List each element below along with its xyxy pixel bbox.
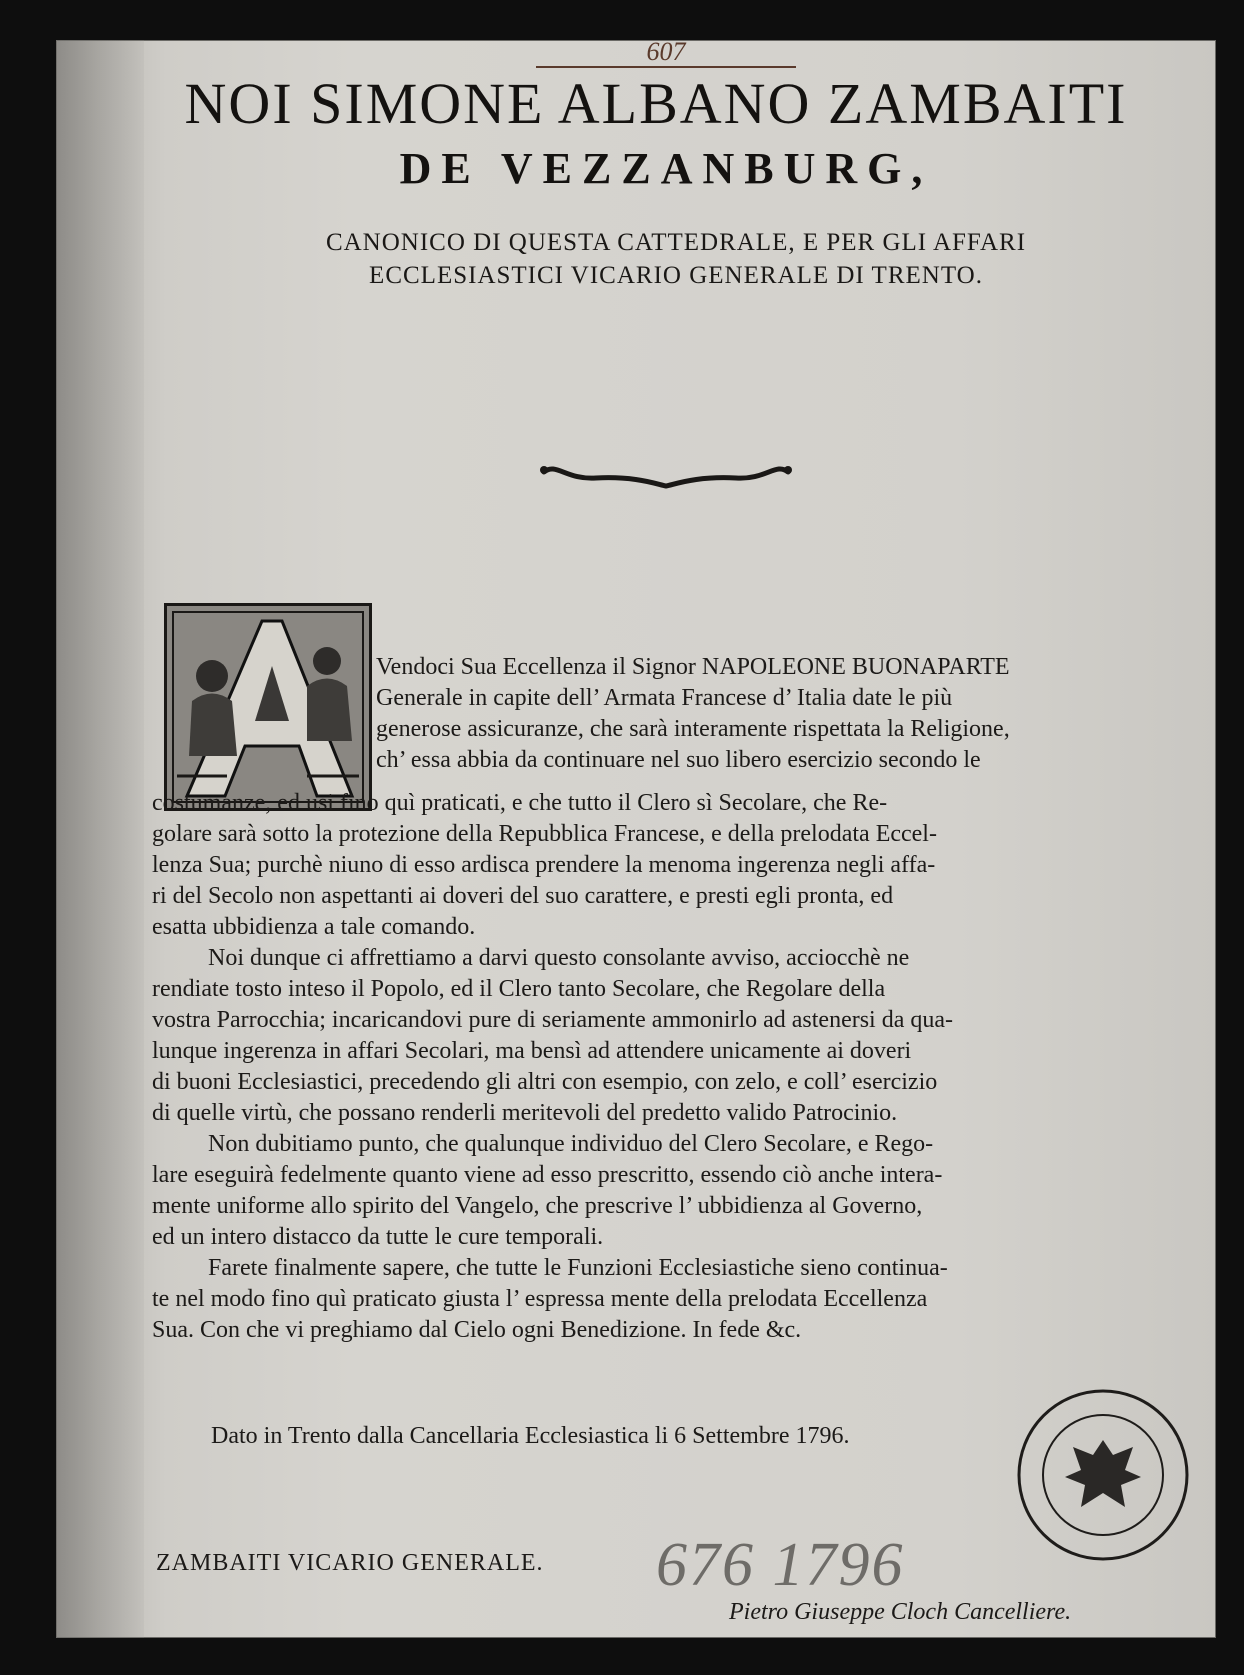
paragraph-3-line: ed un intero distacco da tutte le cure temporali. xyxy=(152,1224,604,1250)
initial-a-woodcut xyxy=(167,606,369,808)
paragraph-2-line: Noi dunque ci affrettiamo a darvi questo consolante avviso, acciocchè ne xyxy=(208,945,910,971)
paragraph-3-line: lare eseguirà fedelmente quanto viene ad esso prescritto, essendo ciò anche intera- xyxy=(152,1162,943,1188)
paper-edge-shadow xyxy=(56,40,144,1638)
chancellor-signature: Pietro Giuseppe Cloch Cancelliere. xyxy=(729,1599,1072,1625)
paragraph-2-line: di buoni Ecclesiastici, precedendo gli altri con esempio, con zelo, e coll’ esercizio xyxy=(152,1069,938,1095)
paragraph-1-line: golare sarà sotto la protezione della Repubblica Francese, e della prelodata Eccel- xyxy=(152,821,937,847)
decorated-initial-a xyxy=(164,603,372,811)
intro-line: generose assicuranze, che sarà interamente rispettata la Religione, xyxy=(376,716,1010,742)
title-line-2: DE VEZZANBURG, xyxy=(399,144,933,193)
paragraph-2-line: vostra Parrocchia; incaricandovi pure di seriamente ammonirlo ad astenersi da qua- xyxy=(152,1007,954,1033)
paragraph-2-line: rendiate tosto inteso il Popolo, ed il Clero tanto Secolare, che Regolare della xyxy=(152,976,886,1002)
pencil-archive-number: 676 1796 xyxy=(656,1531,905,1599)
paragraph-4-line: te nel modo fino quì praticato giusta l’ espressa mente della prelodata Eccellenza xyxy=(152,1286,928,1312)
paragraph-3-line: Non dubitiamo punto, che qualunque individuo del Clero Secolare, e Rego- xyxy=(208,1131,934,1157)
intro-line: Generale in capite dell’ Armata Francese d’ Italia date le più xyxy=(376,685,953,711)
paragraph-2-line: di quelle virtù, che possano renderli meritevoli del predetto valido Patrocinio. xyxy=(152,1100,898,1126)
document-sheet xyxy=(56,37,1216,1638)
intro-line: ch’ essa abbia da continuare nel suo libero esercizio secondo le xyxy=(376,747,981,773)
paragraph-1-line: esatta ubbidienza a tale comando. xyxy=(152,914,476,940)
ornament-flourish xyxy=(536,450,796,490)
paragraph-4-line: Sua. Con che vi preghiamo dal Cielo ogni Benedizione. In fede &c. xyxy=(152,1317,802,1343)
date-line: Dato in Trento dalla Cancellaria Ecclesiastica li 6 Settembre 1796. xyxy=(211,1423,850,1449)
archive-note: 607 xyxy=(536,40,796,68)
paragraph-1-line: ri del Secolo non aspettanti ai doveri del suo carattere, e presti egli pronta, ed xyxy=(152,883,894,909)
paragraph-3-line: mente uniforme allo spirito del Vangelo, che prescrive l’ ubbidienza al Governo, xyxy=(152,1193,923,1219)
library-stamp xyxy=(1013,1385,1193,1565)
subtitle-line-2: ECCLESIASTICI VICARIO GENERALE DI TRENTO. xyxy=(369,262,983,289)
paragraph-4-line: Farete finalmente sapere, che tutte le Funzioni Ecclesiastiche sieno continua- xyxy=(208,1255,948,1281)
signature-vicar: ZAMBAITI VICARIO GENERALE. xyxy=(156,1550,544,1576)
subtitle-line-1: CANONICO DI QUESTA CATTEDRALE, E PER GLI AFFARI xyxy=(325,229,1027,256)
paragraph-1-line: lenza Sua; purchè niuno di esso ardisca prendere la menoma ingerenza negli affa- xyxy=(152,852,936,878)
paragraph-1-line: costumanze, ed usi fino quì praticati, e che tutto il Clero sì Secolare, che Re- xyxy=(152,790,888,816)
body-paragraphs xyxy=(152,788,1232,1346)
title-line-1: NOI SIMONE ALBANO ZAMBAITI xyxy=(184,71,1128,136)
paragraph-2-line: lunque ingerenza in affari Secolari, ma bensì ad attendere unicamente ai doveri xyxy=(152,1038,912,1064)
intro-line: Vendoci Sua Eccellenza il Signor NAPOLEONE BUONAPARTE xyxy=(376,654,1010,680)
intro-paragraph xyxy=(376,652,1226,776)
